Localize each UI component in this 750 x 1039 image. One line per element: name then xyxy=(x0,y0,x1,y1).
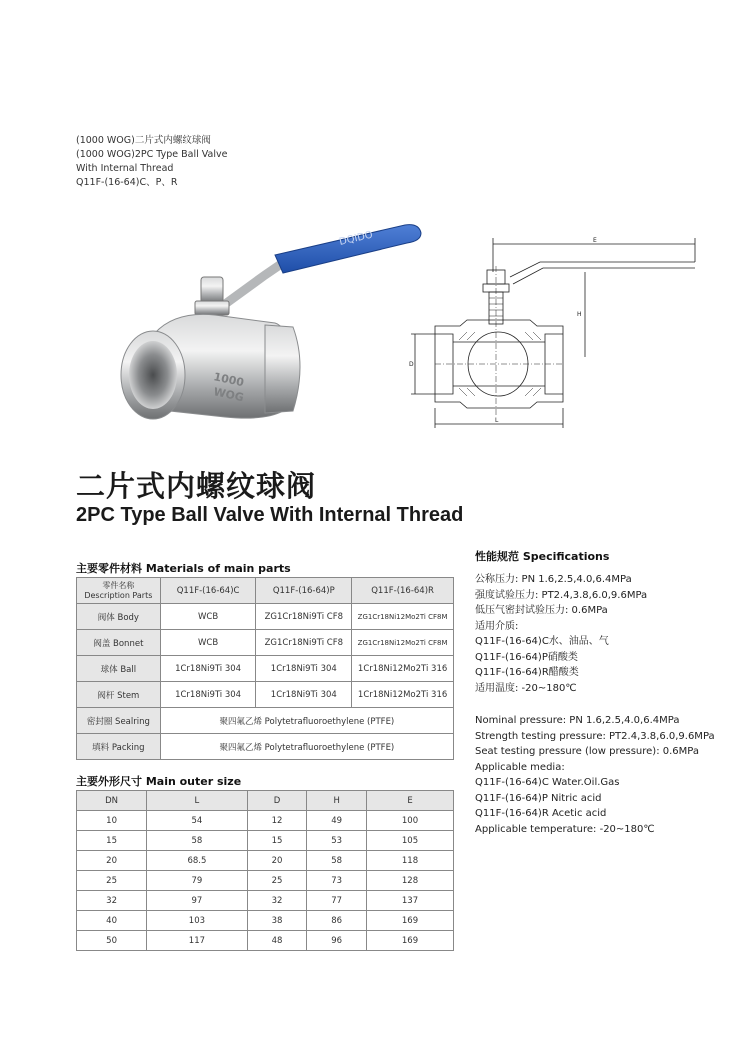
header-dn: DN xyxy=(77,791,147,811)
cell-d: 48 xyxy=(247,931,307,951)
cell-e: 105 xyxy=(367,831,454,851)
outer-header-row xyxy=(77,791,454,811)
cell-h: 49 xyxy=(307,811,367,831)
part-name: 阀杆 Stem xyxy=(77,682,161,708)
table-row xyxy=(77,831,454,851)
ball-valve-photo xyxy=(115,215,425,440)
cell-h: 86 xyxy=(307,911,367,931)
specs-chinese xyxy=(475,572,647,696)
body-marking-1000: 1000 xyxy=(212,370,246,390)
material-r: ZG1Cr18Ni12Mo2Ti CF8M xyxy=(352,630,454,656)
cell-l: 117 xyxy=(147,931,248,951)
cell-l: 54 xyxy=(147,811,248,831)
cell-e: 169 xyxy=(367,911,454,931)
header-c: Q11F-(16-64)C xyxy=(160,578,256,604)
label-e: E xyxy=(593,237,597,244)
outer-size-heading: 主要外形尺寸 Main outer size xyxy=(76,775,242,788)
material-p: 1Cr18Ni9Ti 304 xyxy=(256,682,352,708)
material-p: 1Cr18Ni9Ti 304 xyxy=(256,656,352,682)
table-row xyxy=(77,891,454,911)
spec-line: Q11F-(16-64)P硝酸类 xyxy=(475,651,578,663)
cell-h: 53 xyxy=(307,831,367,851)
header-h: H xyxy=(307,791,367,811)
material-r: 1Cr18Ni12Mo2Ti 316 xyxy=(352,656,454,682)
spec-line: 适用温度: -20~180℃ xyxy=(475,682,577,694)
cell-l: 68.5 xyxy=(147,851,248,871)
table-row xyxy=(77,811,454,831)
material-p: ZG1Cr18Ni9Ti CF8 xyxy=(256,604,352,630)
header-l: L xyxy=(147,791,248,811)
materials-heading: 主要零件材料 Materials of main parts xyxy=(76,562,291,575)
table-row xyxy=(77,630,454,656)
cell-d: 20 xyxy=(247,851,307,871)
handle-marking: DQIDO xyxy=(338,229,374,248)
cell-dn: 40 xyxy=(77,911,147,931)
table-row xyxy=(77,656,454,682)
table-row xyxy=(77,931,454,951)
materials-table xyxy=(76,577,454,760)
cell-dn: 10 xyxy=(77,811,147,831)
label-h: H xyxy=(577,311,582,318)
cell-h: 58 xyxy=(307,851,367,871)
spec-line: Seat testing pressure (low pressure): 0.6MPa xyxy=(475,746,699,757)
part-name: 阀体 Body xyxy=(77,604,161,630)
cell-l: 79 xyxy=(147,871,248,891)
materials-header-row xyxy=(77,578,454,604)
specifications-heading: 性能规范 Specifications xyxy=(475,550,610,563)
spec-line: Nominal pressure: PN 1.6,2.5,4.0,6.4MPa xyxy=(475,715,680,726)
spec-line: 强度试验压力: PT2.4,3.8,6.0,9.6MPa xyxy=(475,589,648,601)
outer-size-table xyxy=(76,790,454,951)
table-row xyxy=(77,851,454,871)
caption-line: (1000 WOG)2PC Type Ball Valve xyxy=(76,149,228,160)
table-row xyxy=(77,604,454,630)
table-row xyxy=(77,708,454,734)
cell-d: 38 xyxy=(247,911,307,931)
material-c: WCB xyxy=(160,604,256,630)
cell-e: 169 xyxy=(367,931,454,951)
spec-line: Applicable temperature: -20~180℃ xyxy=(475,823,655,835)
label-l: L xyxy=(495,417,499,424)
material-all: 聚四氟乙烯 Polytetrafluoroethylene (PTFE) xyxy=(160,708,453,734)
spec-line: Strength testing pressure: PT2.4,3.8,6.0,9.6MPa xyxy=(475,730,715,742)
table-row xyxy=(77,682,454,708)
caption-line: Q11F-(16-64)C、P、R xyxy=(76,177,178,188)
spec-line: 公称压力: PN 1.6,2.5,4.0,6.4MPa xyxy=(475,574,632,585)
cell-dn: 15 xyxy=(77,831,147,851)
cell-e: 128 xyxy=(367,871,454,891)
cell-h: 77 xyxy=(307,891,367,911)
header-description: 零件名称 Description Parts xyxy=(77,578,161,604)
material-r: 1Cr18Ni12Mo2Ti 316 xyxy=(352,682,454,708)
spec-line: Q11F-(16-64)R醋酸类 xyxy=(475,667,579,678)
header-r: Q11F-(16-64)R xyxy=(352,578,454,604)
material-all: 聚四氟乙烯 Polytetrafluoroethylene (PTFE) xyxy=(160,734,453,760)
cell-e: 137 xyxy=(367,891,454,911)
title-chinese: 二片式内螺纹球阀 xyxy=(76,469,317,503)
cell-l: 97 xyxy=(147,891,248,911)
spec-line: Applicable media: xyxy=(475,761,565,773)
cell-dn: 20 xyxy=(77,851,147,871)
part-name: 阀盖 Bonnet xyxy=(77,630,161,656)
caption-line: (1000 WOG)二片式内螺纹球阀 xyxy=(76,135,211,146)
body-marking-wog: WOG xyxy=(212,385,245,405)
cell-d: 25 xyxy=(247,871,307,891)
cell-l: 58 xyxy=(147,831,248,851)
cell-dn: 32 xyxy=(77,891,147,911)
product-caption xyxy=(76,134,227,190)
material-c: 1Cr18Ni9Ti 304 xyxy=(160,656,256,682)
cell-dn: 50 xyxy=(77,931,147,951)
title-english: 2PC Type Ball Valve With Internal Thread xyxy=(76,504,464,526)
spec-line: 低压气密封试验压力: 0.6MPa xyxy=(475,605,608,616)
header-p: Q11F-(16-64)P xyxy=(256,578,352,604)
header-d: D xyxy=(247,791,307,811)
specs-english xyxy=(475,713,715,837)
material-c: 1Cr18Ni9Ti 304 xyxy=(160,682,256,708)
cell-e: 100 xyxy=(367,811,454,831)
label-d: D xyxy=(409,361,414,368)
cell-d: 15 xyxy=(247,831,307,851)
spec-line: Q11F-(16-64)C水、油品、气 xyxy=(475,636,609,647)
cell-h: 73 xyxy=(307,871,367,891)
dimension-drawing xyxy=(405,232,705,432)
material-p: ZG1Cr18Ni9Ti CF8 xyxy=(256,630,352,656)
cell-d: 12 xyxy=(247,811,307,831)
part-name: 球体 Ball xyxy=(77,656,161,682)
material-r: ZG1Cr18Ni12Mo2Ti CF8M xyxy=(352,604,454,630)
spec-line: 适用介质: xyxy=(475,620,519,632)
cell-l: 103 xyxy=(147,911,248,931)
table-row xyxy=(77,871,454,891)
part-name: 密封圈 Sealring xyxy=(77,708,161,734)
spec-line: Q11F-(16-64)P Nitric acid xyxy=(475,792,602,804)
material-c: WCB xyxy=(160,630,256,656)
spec-line: Q11F-(16-64)C Water.Oil.Gas xyxy=(475,777,620,788)
table-row xyxy=(77,911,454,931)
header-e: E xyxy=(367,791,454,811)
cell-e: 118 xyxy=(367,851,454,871)
caption-line: With Internal Thread xyxy=(76,163,174,174)
table-row xyxy=(77,734,454,760)
part-name: 填料 Packing xyxy=(77,734,161,760)
cell-d: 32 xyxy=(247,891,307,911)
spec-line: Q11F-(16-64)R Acetic acid xyxy=(475,808,607,819)
cell-dn: 25 xyxy=(77,871,147,891)
cell-h: 96 xyxy=(307,931,367,951)
